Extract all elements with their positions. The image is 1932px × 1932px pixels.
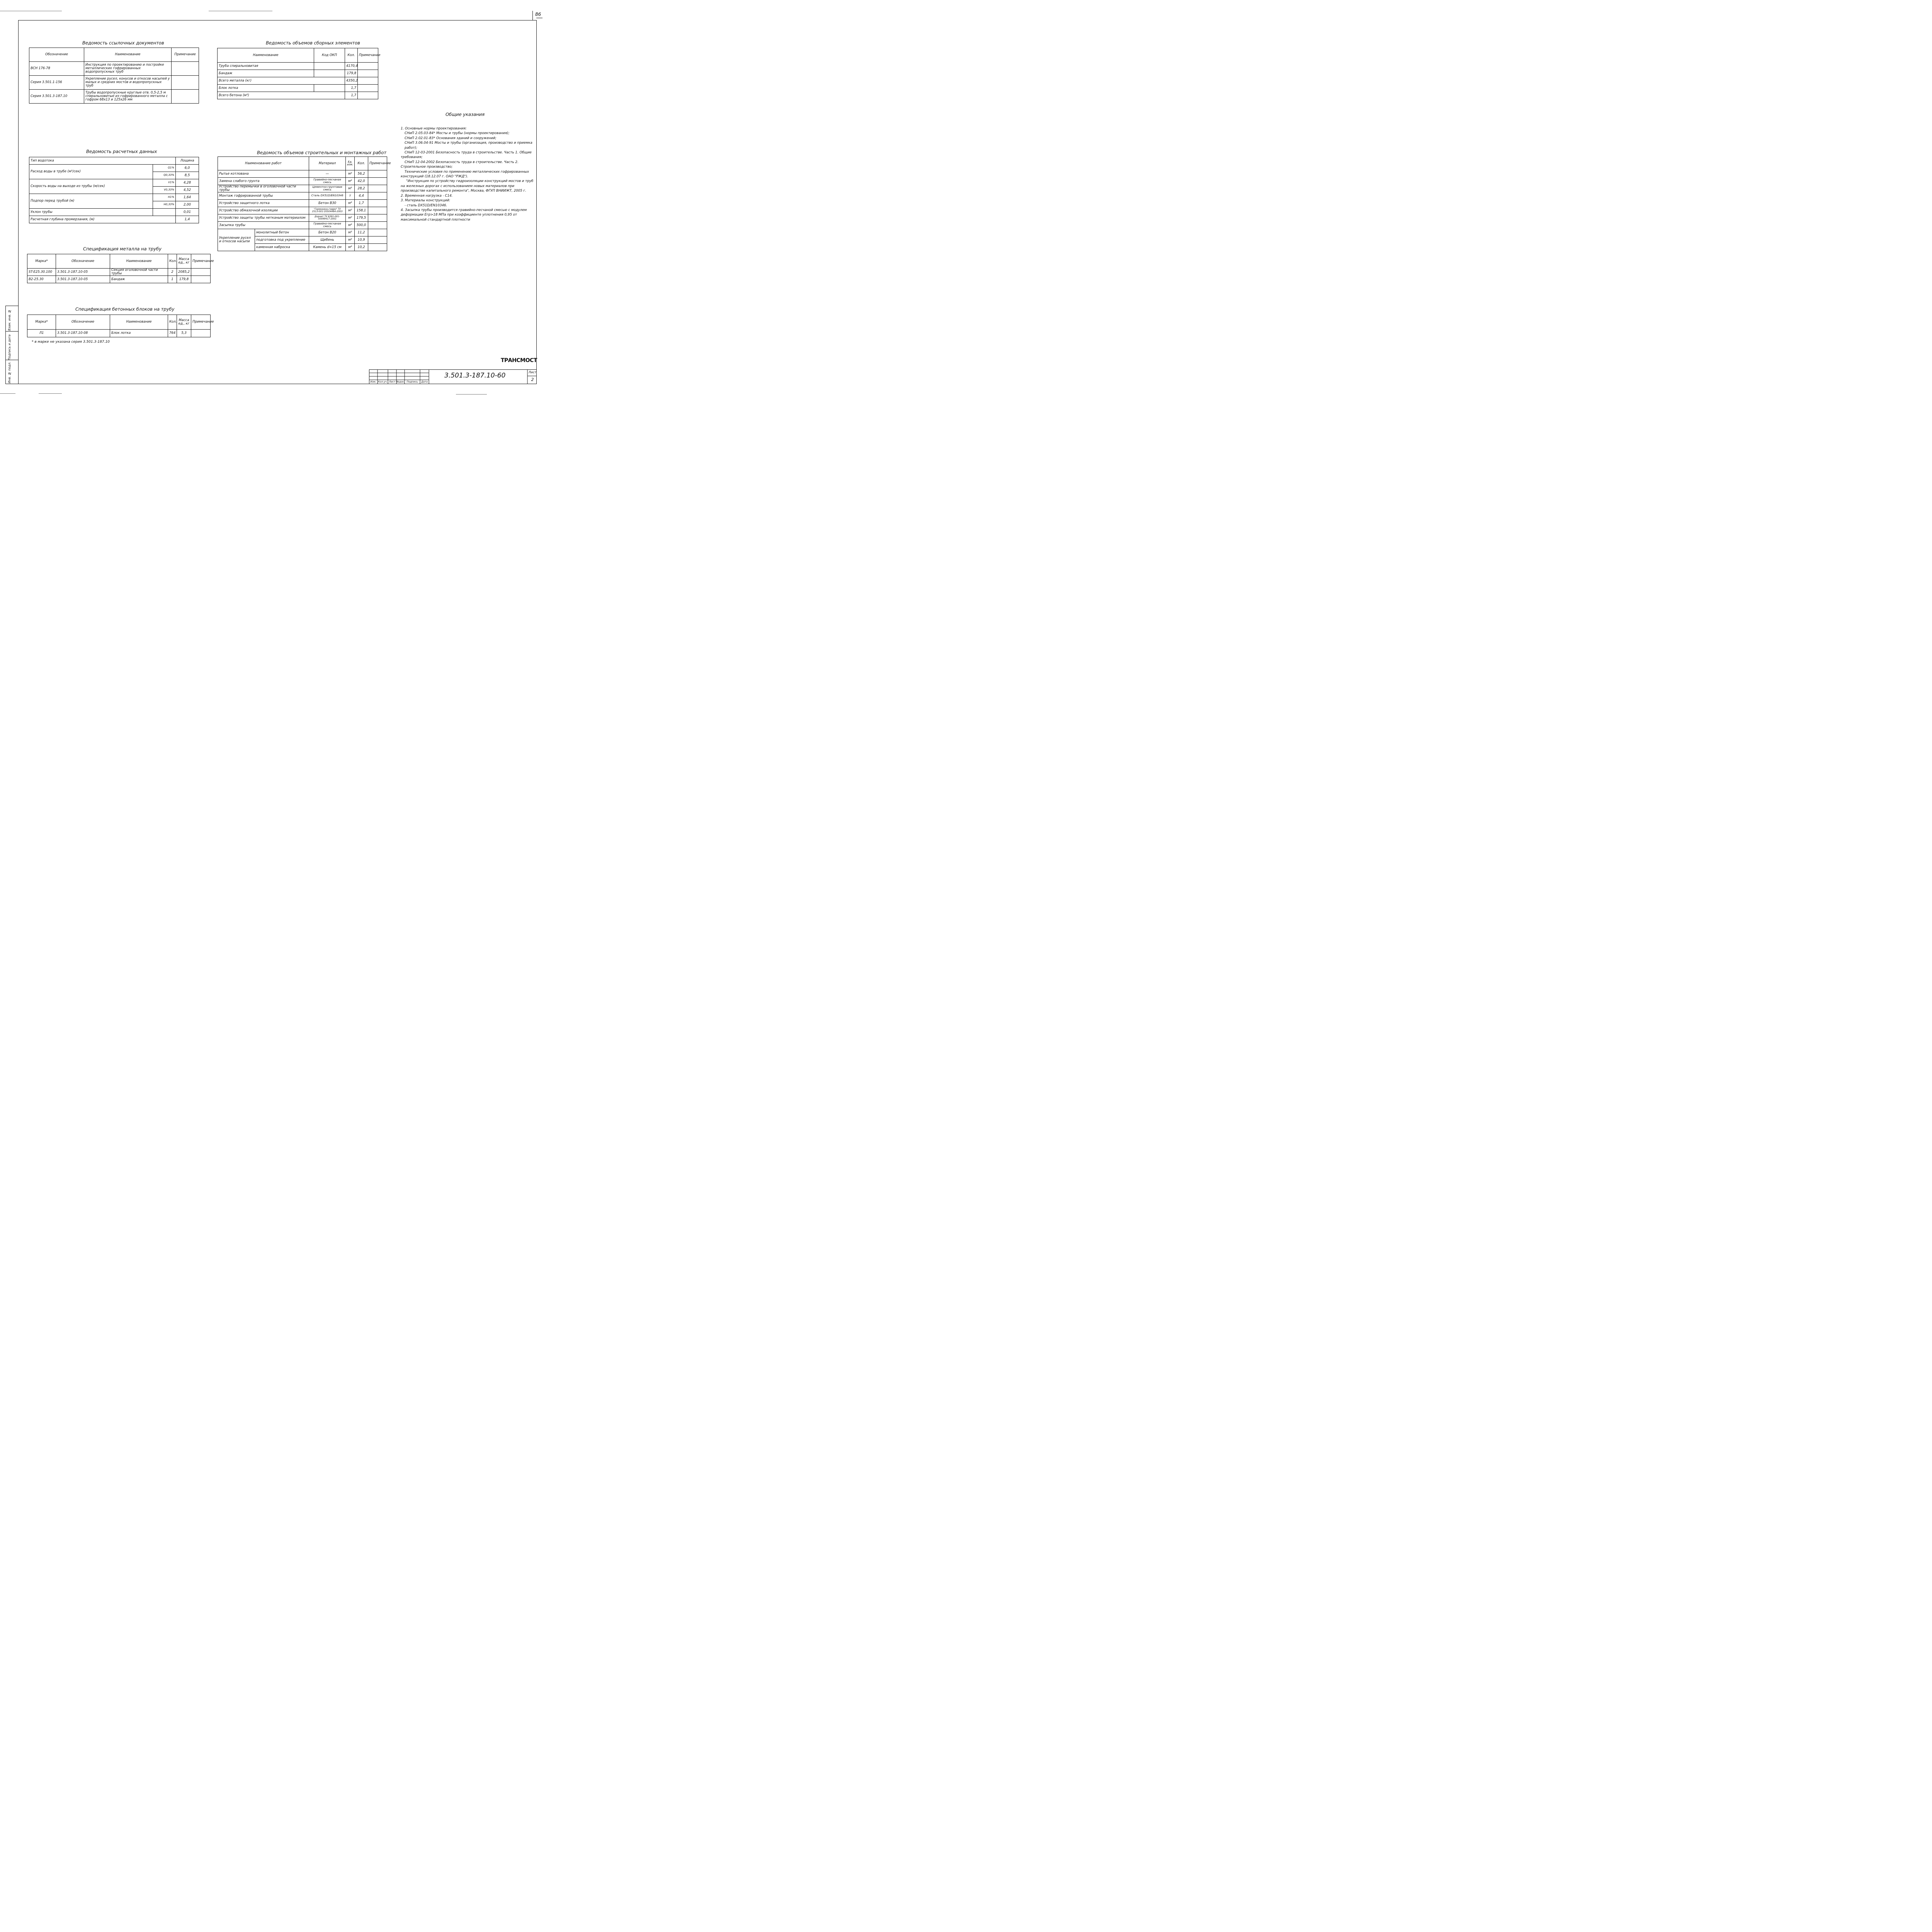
works-name: Рытье котлована: [218, 170, 309, 178]
metal-name: Секция оголовочной части трубы: [110, 269, 168, 276]
metal-code: 3.501.3-187.10-05: [56, 276, 110, 283]
metal-mass: 179,8: [177, 276, 191, 283]
footnote: * в марке не указана серия 3.501.3-187.10: [32, 340, 110, 344]
works-group-mat: Камень d=15 см: [309, 244, 346, 251]
works-group-mat: Бетон В20: [309, 229, 346, 236]
works-group-label: Укрепление русел и откосов насыпи: [218, 229, 255, 251]
concrete-note: [191, 330, 211, 337]
bottom-edge-line-1: [0, 393, 15, 394]
concrete-mass: 5,3: [177, 330, 191, 337]
table-row: [218, 63, 378, 70]
note-line: "Инструкция по устройству гидроизоляции конструкций мостов и труб на железных дорогах с использованием новых материалов при производстве капитального ремонта", Москва, ФГУП ВНИИЖТ, 2005 г.: [401, 179, 534, 193]
calc-flow-val2: 8,5: [176, 172, 199, 179]
prefab-note: [358, 70, 378, 77]
works-unit: м³: [346, 200, 355, 207]
refdocs-code: ВСН 176-78: [29, 62, 84, 76]
metal-header-code: Обозначение: [56, 254, 110, 269]
calc-head-label: Подпор перед трубой (м): [29, 194, 153, 209]
works-qty: 179,5: [355, 214, 368, 222]
concrete-mark: Л1: [27, 330, 56, 337]
prefab-table: [217, 48, 381, 99]
note-line: СНиП 2.02.01-83* Основания зданий и сооружений;: [405, 136, 497, 140]
works-mat: Гравийно-песчаная смесь: [309, 178, 346, 185]
prefab-okp: [314, 85, 345, 92]
table-row: [29, 62, 199, 76]
table-row: [218, 185, 387, 192]
refdocs-note: [172, 90, 199, 104]
works-mat: —: [309, 170, 346, 178]
metal-qty: 1: [168, 276, 177, 283]
metal-code: 3.501.3-187.10-05: [56, 269, 110, 276]
works-header-unit: Ед. изм.: [346, 157, 355, 170]
prefab-header-name: Наименование: [218, 48, 314, 63]
works-name: Устройство защитного лотка: [218, 200, 309, 207]
sheet-number: 2: [531, 377, 534, 382]
works-header-note: Примечание: [368, 157, 387, 170]
prefab-title: Ведомость объемов сборных элементов: [266, 40, 360, 46]
works-qty: 1,7: [355, 200, 368, 207]
calc-slope-label: Уклон трубы: [29, 209, 153, 216]
works-title: Ведомость объемов строительных и монтажных работ: [257, 150, 387, 155]
table-row: [218, 77, 378, 85]
prefab-note: [358, 77, 378, 85]
calc-head-val2: 2,00: [176, 201, 199, 209]
table-row: [218, 192, 387, 200]
concrete-header-code: Обозначение: [56, 315, 110, 330]
works-group-qty: 11,2: [355, 229, 368, 236]
works-group-name: каменная наброска: [255, 244, 309, 251]
works-mat: Дорнит ТУ 8391-001-50099417-2001: [309, 214, 346, 222]
refdocs-header-note: Примечание: [172, 48, 199, 62]
refdocs-code: Серия 3.501.3-187.10: [29, 90, 84, 104]
calc-frost-val: 1,4: [176, 216, 199, 223]
table-row: [218, 170, 387, 178]
works-unit: м³: [346, 222, 355, 229]
refdocs-note: [172, 62, 199, 76]
works-group-qty: 10,9: [355, 236, 368, 244]
concrete-header-qty: Кол.: [168, 315, 177, 330]
table-row: [218, 214, 387, 222]
calc-type-label: Тип водотока: [29, 157, 176, 165]
prefab-name: Всего бетона (м³): [218, 92, 345, 99]
refdocs-title: Ведомость ссылочных документов: [82, 40, 164, 46]
prefab-okp: [314, 70, 345, 77]
works-qty: 500,0: [355, 222, 368, 229]
calc-head-val1: 1,64: [176, 194, 199, 201]
prefab-name: Бандаж: [218, 70, 314, 77]
works-unit: м²: [346, 207, 355, 214]
calc-title: Ведомость расчетных данных: [86, 149, 157, 154]
calc-table: [29, 157, 199, 223]
tb-col-list: Лист: [389, 380, 396, 383]
works-mat: "Гермокрон-гидро" ТУ 2513-001-20504464-2003: [309, 207, 346, 214]
works-qty: 158,1: [355, 207, 368, 214]
works-unit: м³: [346, 170, 355, 178]
note-line: СНиП 12-03-2001 Безопасность труда в строительстве. Часть 1. Общие требования;: [401, 151, 532, 160]
works-unit: т: [346, 192, 355, 200]
metal-header-qty: Кол.: [168, 254, 177, 269]
side-stamp: [5, 306, 18, 384]
metal-header-name: Наименование: [110, 254, 168, 269]
calc-speed-label: Скорость воды на выходе из трубы (м/сек): [29, 179, 153, 194]
prefab-header-qty: Кол.: [345, 48, 358, 63]
note-line: Технические условия по применению металлических гофрированных конструкций (18.12.07 г. ОАО "РЖД").: [401, 170, 529, 179]
works-qty: 28,2: [355, 185, 368, 192]
note-line: 4. Засыпка трубы производится гравийно-песчаной смесью с модулем деформации Егр>18 МПа при коэффициенте уплотнения 0,95 от максимальной стандартной плотности: [401, 208, 527, 222]
table-row: [218, 92, 378, 99]
metal-note: [191, 276, 211, 283]
works-mat: Гравийно-песчаная смесь: [309, 222, 346, 229]
refdocs-name: Инструкция по проектированию и постройке металлических гофрированных водопропускных труб: [84, 62, 172, 76]
works-group-unit: м³: [346, 236, 355, 244]
metal-table: [27, 254, 214, 283]
page-number-divider: [532, 11, 533, 20]
table-row: [27, 276, 211, 283]
table-row: [218, 85, 378, 92]
works-unit: м²: [346, 214, 355, 222]
works-header-name: Наименование работ: [218, 157, 309, 170]
prefab-note: [358, 63, 378, 70]
prefab-qty: 1,7: [345, 92, 358, 99]
refdocs-header-name: Наименование: [84, 48, 172, 62]
prefab-name: Труба спиральновитая: [218, 63, 314, 70]
prefab-note: [358, 92, 378, 99]
prefab-qty: 179,8: [345, 70, 358, 77]
note-line: 2. Временная нагрузка - С14.: [401, 194, 453, 198]
works-name: Монтаж гофрированной трубы: [218, 192, 309, 200]
note-line: СНиП 3.06.04-91 Мосты и трубы (организация, производство и приемка работ);: [405, 141, 532, 150]
sheet-label: Лист: [528, 371, 537, 374]
title-block-labels: [369, 380, 429, 384]
prefab-note: [358, 85, 378, 92]
works-name: Устройство обмазочной изоляции: [218, 207, 309, 214]
refdocs-note: [172, 76, 199, 90]
works-qty: 56,2: [355, 170, 368, 178]
works-group-mat: Щебень: [309, 236, 346, 244]
logo-transmost: ТРАНСМОСТ: [501, 357, 537, 364]
calc-slope-val: 0,01: [176, 209, 199, 216]
works-mat: Цементно-грунтовая смесь: [309, 185, 346, 192]
prefab-header-note: Примечание: [358, 48, 378, 63]
metal-header-note: Примечание: [191, 254, 211, 269]
metal-header-mark: Марка*: [27, 254, 56, 269]
calc-flow-sym2: Q0,33%: [153, 172, 176, 179]
table-row: [218, 200, 387, 207]
prefab-qty: 4350,2: [345, 77, 358, 85]
concrete-table: [27, 315, 214, 337]
works-header-qty: Кол.: [355, 157, 368, 170]
table-row: [27, 269, 211, 276]
refdocs-table: [29, 48, 199, 104]
works-table: [218, 156, 391, 251]
calc-flow-val1: 6,0: [176, 165, 199, 172]
metal-mass: 2085,2: [177, 269, 191, 276]
note-line: - сталь DX51D/EN10346.: [405, 203, 447, 207]
table-row: [218, 70, 378, 77]
works-group-unit: м³: [346, 244, 355, 251]
metal-mark: B2-25.30: [27, 276, 56, 283]
metal-title: Спецификация металла на трубу: [83, 246, 162, 252]
concrete-header-name: Наименование: [110, 315, 168, 330]
works-group-qty: 10,2: [355, 244, 368, 251]
concrete-header-note: Примечание: [191, 315, 211, 330]
works-unit: м³: [346, 178, 355, 185]
calc-speed-sym2: V0,33%: [153, 187, 176, 194]
works-group-unit: м³: [346, 229, 355, 236]
tb-col-izm: Изм.: [370, 380, 376, 383]
works-group-name: монолитный бетон: [255, 229, 309, 236]
metal-mark: ST-E25.30.100: [27, 269, 56, 276]
prefab-name: Блок лотка: [218, 85, 314, 92]
works-name: Устройство защиты трубы нетканым материалом: [218, 214, 309, 222]
refdocs-header-code: Обозначение: [29, 48, 84, 62]
tb-col-date: Дата: [421, 380, 428, 383]
tb-col-sign: Подпись: [406, 380, 418, 383]
concrete-title: Спецификация бетонных блоков на трубу: [75, 306, 175, 312]
concrete-qty: 764: [168, 330, 177, 337]
calc-speed-val1: 4,28: [176, 179, 199, 187]
works-qty: 4,4: [355, 192, 368, 200]
calc-type-value: Лощина: [176, 157, 199, 165]
table-row: [218, 178, 387, 185]
bottom-edge-line-3: [456, 394, 487, 395]
metal-header-mass: Масса ед., кг: [177, 254, 191, 269]
bottom-edge-line-2: [39, 393, 62, 394]
side-label-sign-date: Подпись и дата: [8, 334, 11, 360]
prefab-okp: [314, 63, 345, 70]
metal-name: Бандаж: [110, 276, 168, 283]
side-label-inv: Инв. № подл.: [8, 362, 11, 383]
concrete-header-mass: Масса ед., кг: [177, 315, 191, 330]
works-group-name: подготовка под укрепление: [255, 236, 309, 244]
concrete-header-mark: Марка*: [27, 315, 56, 330]
refdocs-name: Укрепление русел, конусов и откосов насыпей у малых и средних мостов и водопропускных труб: [84, 76, 172, 90]
works-qty: 42,0: [355, 178, 368, 185]
works-mat: Сталь DX51D/EN10346: [309, 192, 346, 200]
calc-frost-label: Расчетная глубина промерзания, (м): [29, 216, 176, 223]
prefab-header-okp: Код ОКП: [314, 48, 345, 63]
prefab-name: Всего металла (кг): [218, 77, 345, 85]
calc-speed-sym1: V1%: [153, 179, 176, 187]
refdocs-code: Серия 3.501.1-156: [29, 76, 84, 90]
note-line: СНиП 12-04-2002 Безопасность труда в строительстве. Часть 2. Строительное производство;: [401, 160, 519, 169]
works-name: Засыпка трубы: [218, 222, 309, 229]
note-line: 1. Основные нормы проектирования:: [401, 127, 467, 131]
table-row: [218, 222, 387, 229]
table-row: [27, 330, 211, 337]
notes-title: Общие указания: [446, 112, 485, 117]
general-notes: [401, 126, 536, 222]
works-unit: м³: [346, 185, 355, 192]
side-label-replace: Взам. инв. №: [8, 310, 11, 331]
calc-flow-label: Расход воды в трубе (м³/сек): [29, 165, 153, 179]
calc-head-sym2: H0,33%: [153, 201, 176, 209]
concrete-name: Блок лотка: [110, 330, 168, 337]
table-row: [29, 76, 199, 90]
metal-qty: 2: [168, 269, 177, 276]
calc-head-sym1: H1%: [153, 194, 176, 201]
prefab-qty: 4170,4: [345, 63, 358, 70]
works-name: Замена слабого грунта: [218, 178, 309, 185]
works-name: Устройство перемычки в оголовочной части трубы: [218, 185, 309, 192]
tb-col-ndok: №док.: [396, 380, 405, 383]
note-line: 3. Материалы конструкций:: [401, 199, 451, 203]
concrete-code: 3.501.3-187.10-08: [56, 330, 110, 337]
table-row: [29, 90, 199, 104]
tb-col-kolych: Кол.уч.: [378, 380, 388, 383]
calc-flow-sym1: Q1%: [153, 165, 176, 172]
page-number: 86: [535, 12, 541, 17]
refdocs-name: Трубы водопропускные круглые отв. 0,5-2,5 м спиральновитые из гофрированного металла с гофром 68х13 и 125х26 мм: [84, 90, 172, 104]
works-mat: Бетон В30: [309, 200, 346, 207]
calc-speed-val2: 4,52: [176, 187, 199, 194]
table-row: [218, 207, 387, 214]
table-row: [218, 229, 387, 236]
prefab-qty: 1,7: [345, 85, 358, 92]
works-header-mat: Материал: [309, 157, 346, 170]
note-line: СНиП 2.05.03-84* Мосты и трубы (нормы проектирования);: [405, 131, 510, 136]
document-number: 3.501.3-187.10-60: [444, 372, 506, 379]
metal-note: [191, 269, 211, 276]
